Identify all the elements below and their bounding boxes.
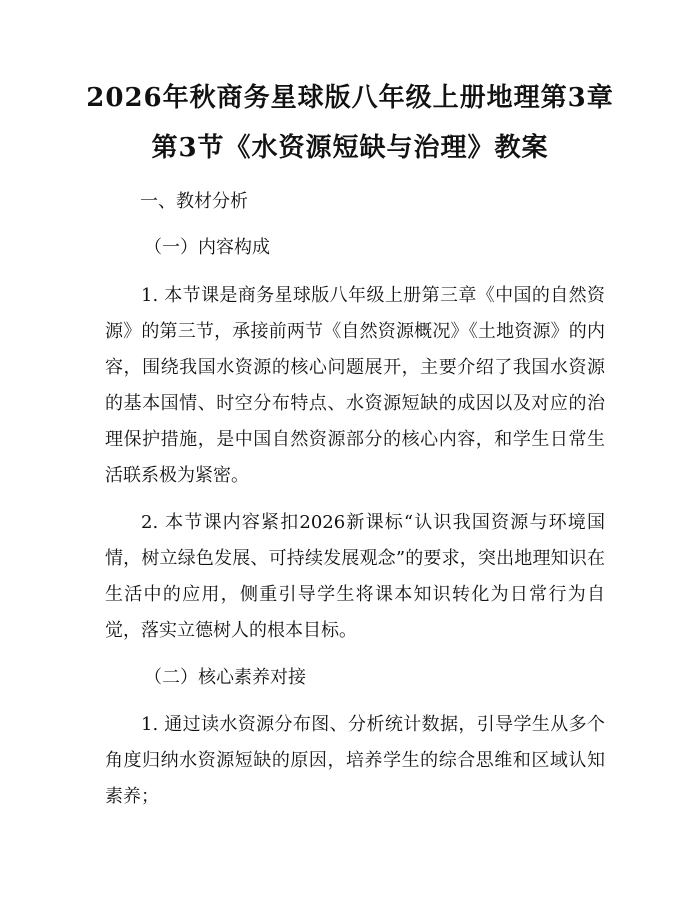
subsection-heading-core-literacy: （二）核心素养对接 [144,667,306,688]
paragraph-content-structure-1: 1. 本节课是商务星球版八年级上册第三章《中国的自然资源》的第三节，承接前两节《自然资源概况》《土地资源》的内容，围绕我国水资源的核心问题展开，主要介绍了我国水资源的基本国情、时空分布特点、水资源短缺的成因以及对应的治理保护措施，是中国自然资源部分的核心内容，和学生日常生活联系极为紧密。 [105,285,605,486]
paragraph-content-structure-2: 2. 本节课内容紧扣2026新课标“认识我国资源与环境国情，树立绿色发展、可持续发展观念”的要求，突出地理知识在生活中的应用，侧重引导学生将课本知识转化为日常行为自觉，落实立德树人的根本目标。 [105,512,605,641]
section-heading-textbook-analysis: 一、教材分析 [140,191,248,212]
subsection-heading-content-structure: （一）内容构成 [144,237,270,258]
document-title-line-1: 2026年秋商务星球版八年级上册地理第3章 [86,83,614,113]
paragraph-core-literacy-1: 1. 通过读水资源分布图、分析统计数据，引导学生从多个角度归纳水资源短缺的原因，培养学生的综合思维和区域认知素养； [105,714,605,807]
document-title-line-2: 第3节《水资源短缺与治理》教案 [151,133,549,163]
